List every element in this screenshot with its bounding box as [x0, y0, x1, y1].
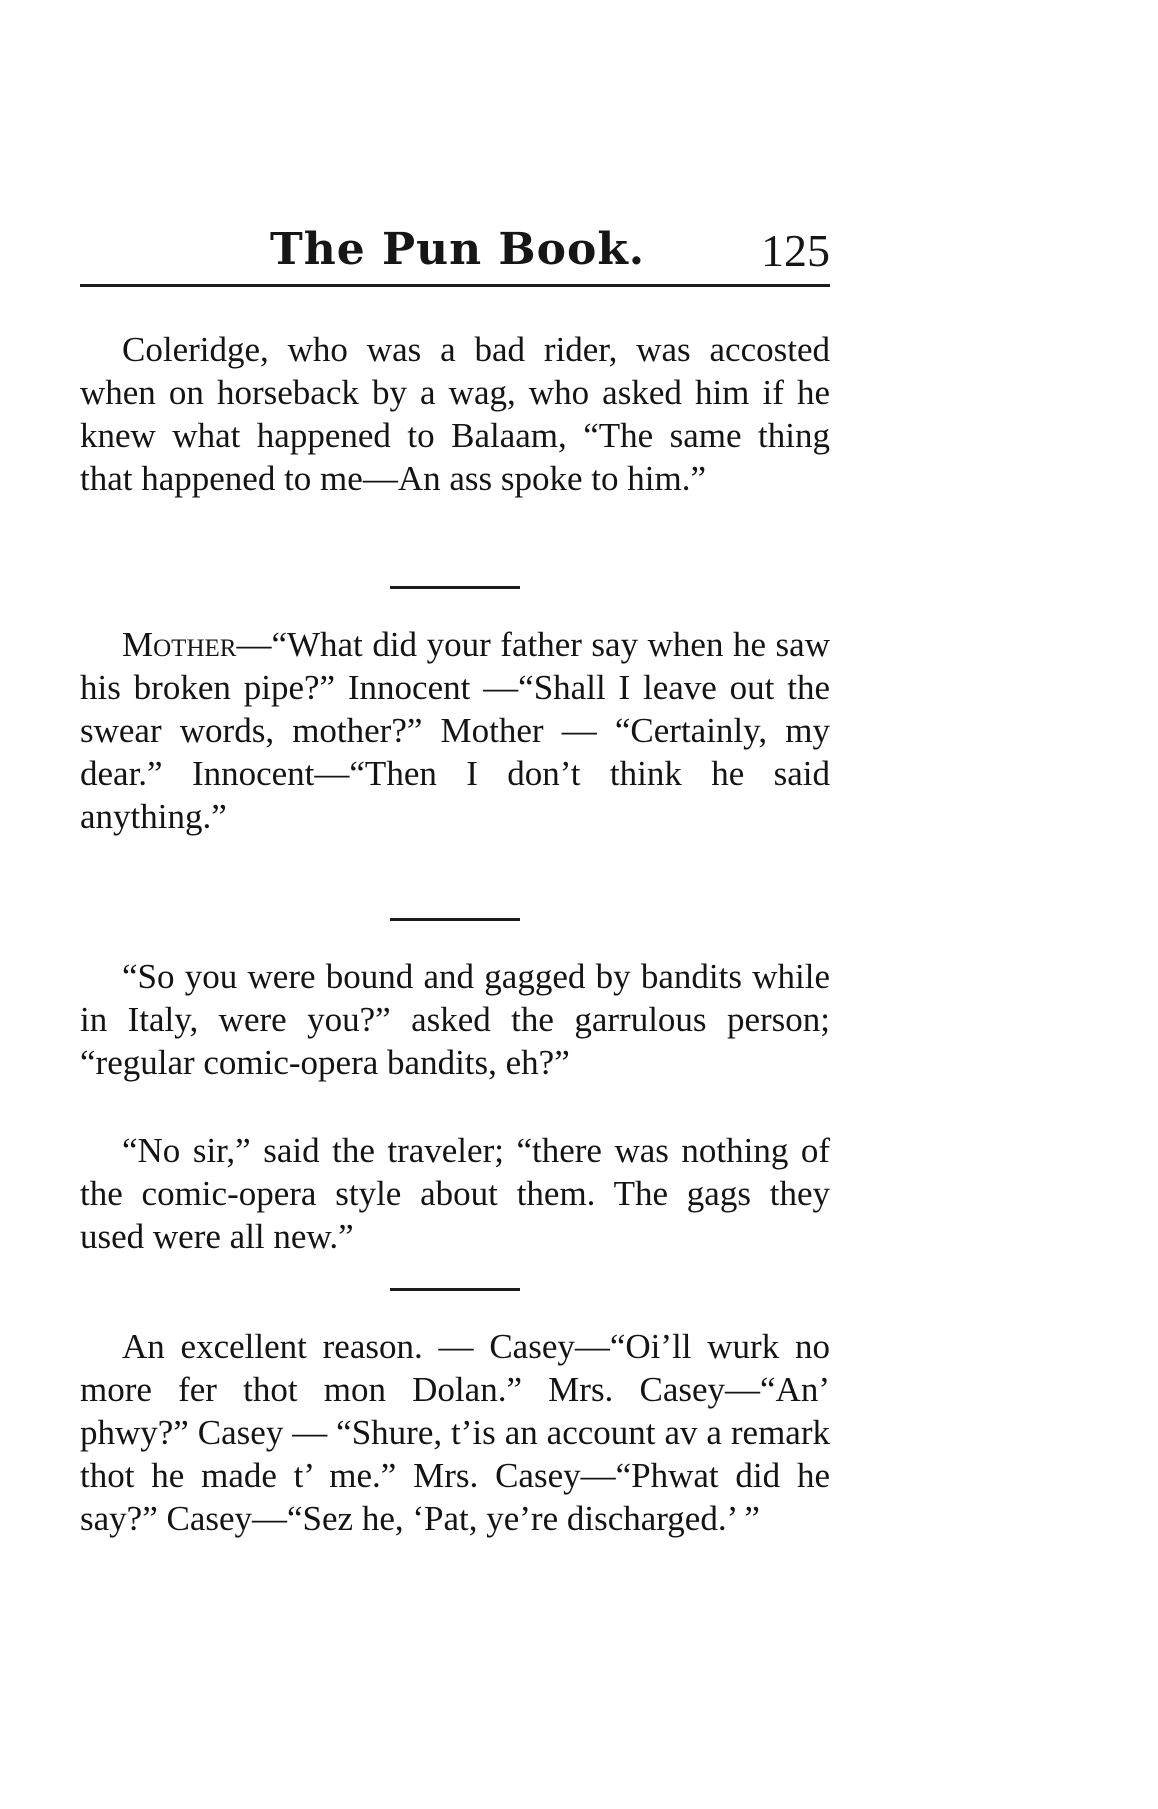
paragraph-coleridge: Coleridge, who was a bad rider, was accosted when on horseback by a wag, who asked him if he knew what happened to Balaam, “The same thing that happened to me—An ass spoke to him.” [80, 330, 830, 498]
section-divider [390, 586, 520, 589]
paragraph-traveler-reply: “No sir,” said the traveler; “there was nothing of the comic-opera style about them. The gags they used were all new.” [80, 1131, 830, 1256]
page-number: 125 [761, 225, 830, 276]
running-header [80, 218, 830, 280]
running-title: The Pun Book. [270, 224, 646, 275]
paragraph-casey: An excellent reason. — Casey—“Oi’ll wurk no more fer thot mon Dolan.” Mrs. Casey—“An’ phwy?” Casey — “Shure, t’is an account av a remark thot he made t’ me.” Mrs. Casey—“Phwat did he say?” Casey—“Sez he, ‘Pat, ye’re discharged.’ ” [80, 1327, 830, 1538]
paragraph-mother-text: —“What did your father say when he saw his broken pipe?” Innocent —“Shall I leave out the swear words, mother?” Mother — “Certainly, my dear.” Innocent—“Then I don’t think he said anything.” [80, 625, 830, 836]
paragraph-bandits: “So you were bound and gagged by bandits while in Italy, were you?” asked the garrulous person; “regular comic-opera bandits, eh?” [80, 957, 830, 1082]
speaker-mother: Mother [122, 625, 237, 664]
header-rule [80, 284, 830, 287]
section-divider [390, 1288, 520, 1291]
book-page [80, 0, 830, 1809]
section-divider [390, 918, 520, 921]
paragraph-mother-innocent [80, 623, 830, 838]
